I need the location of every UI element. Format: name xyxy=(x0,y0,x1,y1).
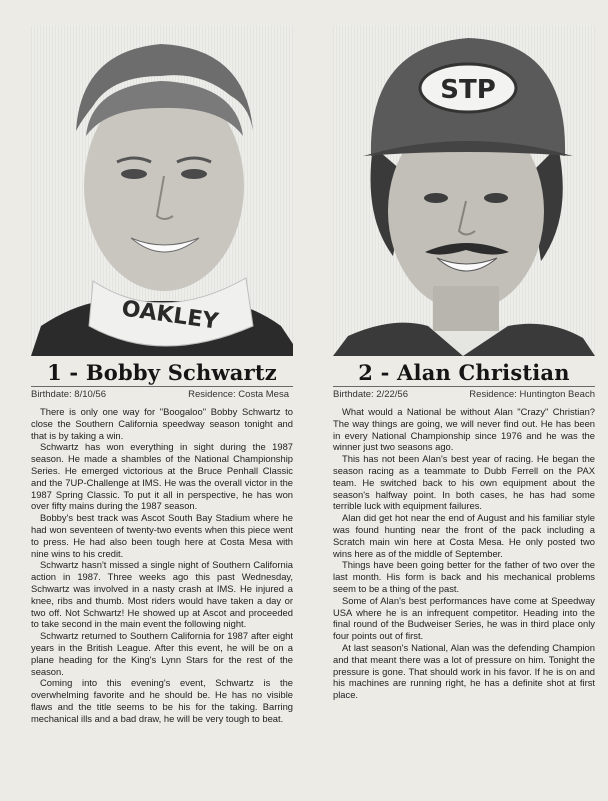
cap-logo: STP xyxy=(440,75,496,105)
rider-bio xyxy=(31,406,293,725)
bio-paragraph: Schwartz has won everything in sight during the 1987 season. He made a shambles of the National Championship Series. He emerged victorious at the Bruce Penhall Classic and the 7UP-Challenge at IMS. He was the overall victor in the 1987 Spring Classic. To put it all in perspective, he has won over fifty mains during the 1987 season. xyxy=(31,441,293,512)
bio-paragraph: Coming into this evening's event, Schwartz is the overwhelming favorite and he should be. He has no visible flaws and the title seems to be his for the taking. Barring mechanical ills and a bad draw, he will be very tough to beat. xyxy=(31,677,293,724)
brace-logo: OAKLEY xyxy=(120,296,220,335)
rider-info-line xyxy=(333,389,595,400)
bio-paragraph: Alan did get hot near the end of August and his familiar style was found hunting near the front of the pack including a Scratch main win here at Costa Mesa. He only posted two wins here as of the middle of September. xyxy=(333,512,595,559)
bio-paragraph: There is only one way for "Boogaloo" Bobby Schwartz to close the Southern California speedway season tonight and that is by taking a win. xyxy=(31,406,293,441)
bio-paragraph: Schwartz returned to Southern California for 1987 after eight years in the British League. After this event, he will be on a plane heading for the King's Lynn Stars for the rest of the season. xyxy=(31,630,293,677)
bio-paragraph: Bobby's best track was Ascot South Bay Stadium where he had won seventeen of twenty-two events when this piece went to press. He had also been tough here at Costa Mesa with nine wins to his credit. xyxy=(31,512,293,559)
divider xyxy=(333,386,595,387)
bio-paragraph: Schwartz hasn't missed a single night of Southern California action in 1987. Three weeks ago this past Wednesday, Schwartz was involved in a nasty crash at IMS. He injured a knee, ribs and thumb. Most riders would have taken a day or two off. Not Schwartz! He showed up at Ascot and proceeded to take second in the main event the following night. xyxy=(31,559,293,630)
portrait-illustration xyxy=(333,26,595,356)
residence: Residence: Costa Mesa xyxy=(188,389,289,400)
bio-paragraph: Things have been going better for the father of two over the last month. His form is back and his mechanical problems seem to be a thing of the past. xyxy=(333,559,595,594)
bio-paragraph: This has not been Alan's best year of racing. He began the season racing as a teammate to Dubb Ferrell on the PAX team. He switched back to his own equipment about the season's halfway point. In both cases, he has had some terrible luck with equipment failures. xyxy=(333,453,595,512)
divider xyxy=(31,386,293,387)
bio-paragraph: Some of Alan's best performances have come at Speedway USA where he is an infrequent competitor. Heading into the final round of the Budweiser Series, he was in third place only four points out of first. xyxy=(333,594,595,642)
rider-info-line xyxy=(31,389,293,400)
rider-bio xyxy=(333,406,595,701)
bio-paragraph: What would a National be without Alan "Crazy" Christian? The way things are going, we will never find out. He has been in every National Championship since 1976 and he was the winner just two seasons ago. xyxy=(333,406,595,453)
rider-name-heading: 1 - Bobby Schwartz xyxy=(47,360,277,385)
birthdate: Birthdate: 8/10/56 xyxy=(31,389,106,400)
bio-paragraph: At last season's National, Alan was the defending Champion and that meant there was a lot of pressure on him. Tonight the pressure is gone. That should work in his favor. If he is on and his machines are running right, he has a definite shot at first place. xyxy=(333,641,595,701)
rider-name-heading: 2 - Alan Christian xyxy=(358,360,570,385)
rider-photo-christian xyxy=(333,26,595,356)
rider-photo-schwartz xyxy=(31,26,293,356)
portrait-illustration xyxy=(31,26,293,356)
birthdate: Birthdate: 2/22/56 xyxy=(333,389,408,400)
residence: Residence: Huntington Beach xyxy=(469,389,595,400)
